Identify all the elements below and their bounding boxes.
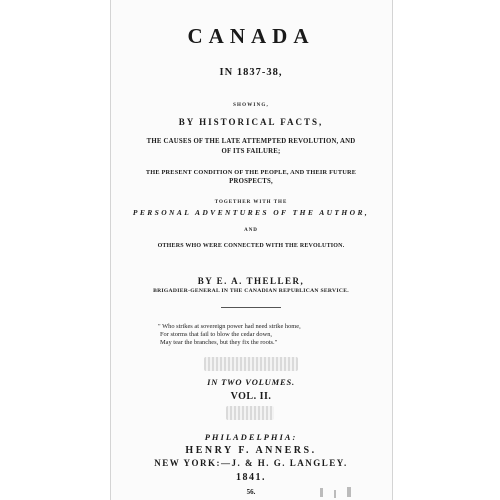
faded-stamp-lower bbox=[226, 406, 274, 420]
divider-rule bbox=[221, 307, 281, 308]
condition-line-1: THE PRESENT CONDITION OF THE PEOPLE, AND THEIR FUTURE bbox=[145, 169, 357, 176]
personal-adventures-text: PERSONAL ADVENTURES OF THE AUTHOR, bbox=[132, 208, 370, 217]
epigraph-line-1: " Who strikes at sovereign power had need strike home, bbox=[158, 323, 301, 330]
and-text: AND bbox=[244, 228, 258, 233]
ink-speck bbox=[334, 490, 336, 498]
epigraph-line-3: May tear the branches, but they fix the roots." bbox=[160, 338, 278, 346]
publisher-name: HENRY F. ANNERS. bbox=[185, 445, 317, 456]
book-title: CANADA bbox=[187, 24, 315, 48]
ink-speck bbox=[320, 488, 323, 497]
author-rank: BRIGADIER-GENERAL IN THE CANADIAN REPUBLICAN SERVICE. bbox=[153, 288, 349, 294]
faded-stamp-upper bbox=[204, 357, 298, 371]
causes-line-2: OF ITS FAILURE; bbox=[221, 148, 281, 155]
author-line: BY E. A. THELLER, bbox=[197, 276, 305, 286]
causes-line-1: THE CAUSES OF THE LATE ATTEMPTED REVOLUTION, AND bbox=[146, 138, 356, 145]
book-subtitle: IN 1837-38, bbox=[219, 67, 283, 78]
historical-facts-text: BY HISTORICAL FACTS, bbox=[178, 117, 324, 127]
volume-number: VOL. II. bbox=[230, 391, 272, 402]
epigraph bbox=[158, 323, 358, 346]
epigraph-line-2: For storms that fail to blow the cedar down, bbox=[160, 330, 272, 338]
publication-year: 1841. bbox=[236, 472, 266, 483]
page-edge-right bbox=[392, 0, 393, 500]
condition-line-2: PROSPECTS, bbox=[229, 178, 273, 185]
new-york-publisher: NEW YORK:—J. & H. G. LANGLEY. bbox=[154, 458, 348, 468]
showing-text: SHOWING, bbox=[233, 103, 269, 108]
ink-speck bbox=[347, 487, 351, 497]
shelf-mark: 56. bbox=[246, 488, 256, 496]
together-text: TOGETHER WITH THE bbox=[214, 200, 288, 205]
publisher-city: PHILADELPHIA: bbox=[204, 432, 298, 442]
volumes-text: IN TWO VOLUMES. bbox=[207, 377, 295, 387]
others-text: OTHERS WHO WERE CONNECTED WITH THE REVOLUTION. bbox=[157, 243, 345, 249]
